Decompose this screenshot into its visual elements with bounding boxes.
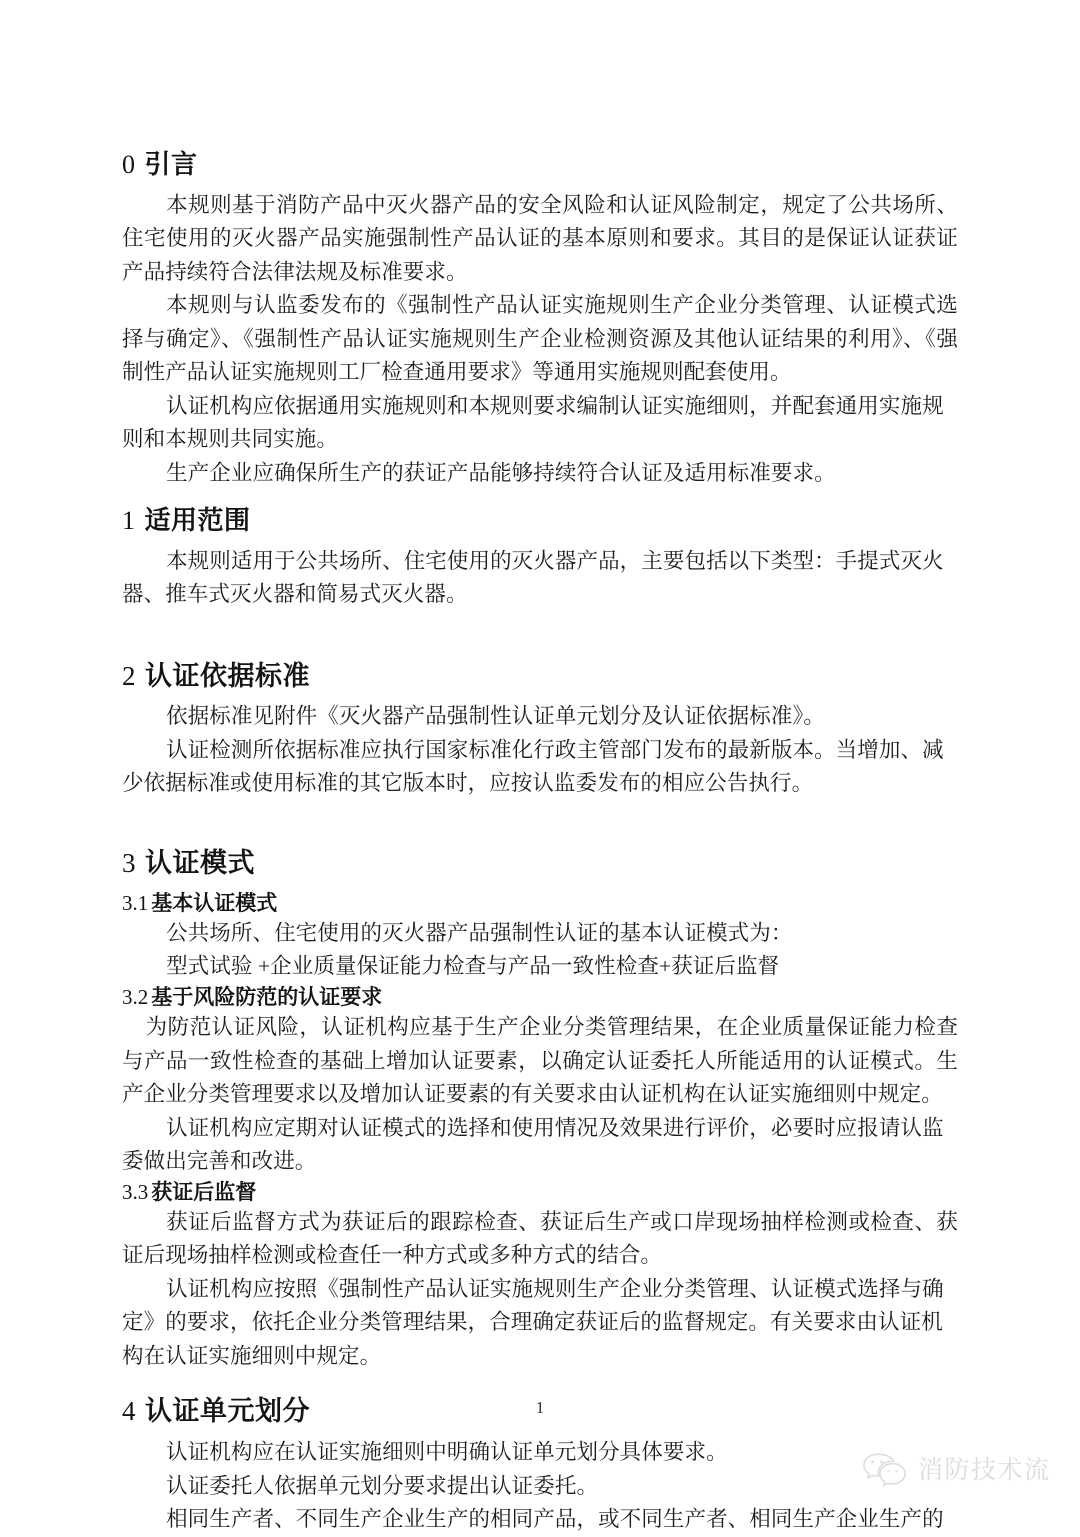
section-title-0: 引言 <box>144 149 198 179</box>
subsection-number-3-2: 3.2 <box>122 984 149 1009</box>
paragraph: 生产企业应确保所生产的获证产品能够持续符合认证及适用标准要求。 <box>166 460 836 485</box>
paragraph: 认证机构应在认证实施细则中明确认证单元划分具体要求。 <box>166 1440 728 1464</box>
heading-section-3 <box>122 847 958 881</box>
section-title-2: 认证依据标准 <box>145 660 310 691</box>
paragraph: 为防范认证风险，认证机构应基于生产企业分类管理结果，在企业质量保证能力检查与产品一致性检查的基础上增加认证要素，以确定认证委托人所能适用的认证模式。生产企业分类管理要求以及增加认证要素的有关要求由认证机构在认证实施细则中规定。 <box>122 1015 958 1106</box>
section-title-3: 认证模式 <box>145 847 255 878</box>
paragraph: 获证后监督方式为获证后的跟踪检查、获证后生产或口岸现场抽样检测或检查、获证后现场抽样检测或检查任一种方式或多种方式的结合。 <box>122 1209 958 1268</box>
section-title-4: 认证单元划分 <box>145 1396 310 1427</box>
subsection-number-3-3: 3.3 <box>122 1179 149 1204</box>
section-number-3: 3 <box>122 847 136 878</box>
heading-subsection-3-3 <box>122 1179 958 1206</box>
watermark <box>862 1452 1051 1488</box>
paragraph: 本规则适用于公共场所、住宅使用的灭火器产品，主要包括以下类型：手提式灭火器、推车式灭火器和简易式灭火器。 <box>122 548 944 606</box>
paragraph: 公共场所、住宅使用的灭火器产品强制性认证的基本认证模式为： <box>166 920 793 945</box>
paragraph: 认证机构应定期对认证模式的选择和使用情况及效果进行评价，必要时应报请认监委做出完善和改进。 <box>122 1115 944 1173</box>
section-number-1: 1 <box>122 506 136 535</box>
paragraph: 认证机构应依据通用实施规则和本规则要求编制认证实施细则，并配套通用实施规则和本规则共同实施。 <box>122 393 944 451</box>
section-number-0: 0 <box>122 150 136 179</box>
subsection-title-3-1: 基本认证模式 <box>151 891 278 915</box>
paragraph: 认证委托人依据单元划分要求提出认证委托。 <box>166 1473 599 1498</box>
paragraph: 本规则与认监委发布的《强制性产品认证实施规则生产企业分类管理、认证模式选择与确定》、《强制性产品认证实施规则生产企业检测资源及其他认证结果的利用》、《强制性产品认证实施规则工厂检查通用要求》等通用实施规则配套使用。 <box>122 293 958 384</box>
paragraph: 相同生产者、不同生产企业生产的相同产品，或不同生产者、相同生产企业生产的 <box>166 1507 944 1531</box>
wechat-icon <box>862 1452 908 1488</box>
paragraph: 本规则基于消防产品中灭火器产品的安全风险和认证风险制定，规定了公共场所、住宅使用的灭火器产品实施强制性产品认证的基本原则和要求。其目的是保证认证获证产品持续符合法律法规及标准要求。 <box>122 192 958 284</box>
paragraph: 认证机构应按照《强制性产品认证实施规则生产企业分类管理、认证模式选择与确定》的要求，依托企业分类管理结果，合理确定获证后的监督规定。有关要求由认证机构在认证实施细则中规定。 <box>122 1276 944 1368</box>
heading-section-2 <box>122 660 958 694</box>
watermark-label: 消防技术流 <box>918 1455 1051 1484</box>
section-number-2: 2 <box>122 660 136 691</box>
document-body <box>122 148 958 1537</box>
page-number: 1 <box>535 1398 545 1417</box>
paragraph: 依据标准见附件《灭火器产品强制性认证单元划分及认证依据标准》。 <box>166 704 825 729</box>
subsection-title-3-3: 获证后监督 <box>151 1180 257 1204</box>
heading-section-1 <box>122 504 958 538</box>
subsection-number-3-1: 3.1 <box>122 890 149 915</box>
paragraph: 认证检测所依据标准应执行国家标准化行政主管部门发布的最新版本。当增加、减少依据标准或使用标准的其它版本时，应按认监委发布的相应公告执行。 <box>122 737 944 796</box>
section-number-4: 4 <box>122 1396 136 1427</box>
heading-subsection-3-2 <box>122 984 958 1011</box>
section-title-1: 适用范围 <box>144 505 251 535</box>
subsection-title-3-2: 基于风险防范的认证要求 <box>151 985 383 1009</box>
paragraph: 型式试验 +企业质量保证能力检查与产品一致性检查+获证后监督 <box>166 954 780 979</box>
heading-subsection-3-1 <box>122 890 958 917</box>
heading-section-0 <box>122 148 958 182</box>
